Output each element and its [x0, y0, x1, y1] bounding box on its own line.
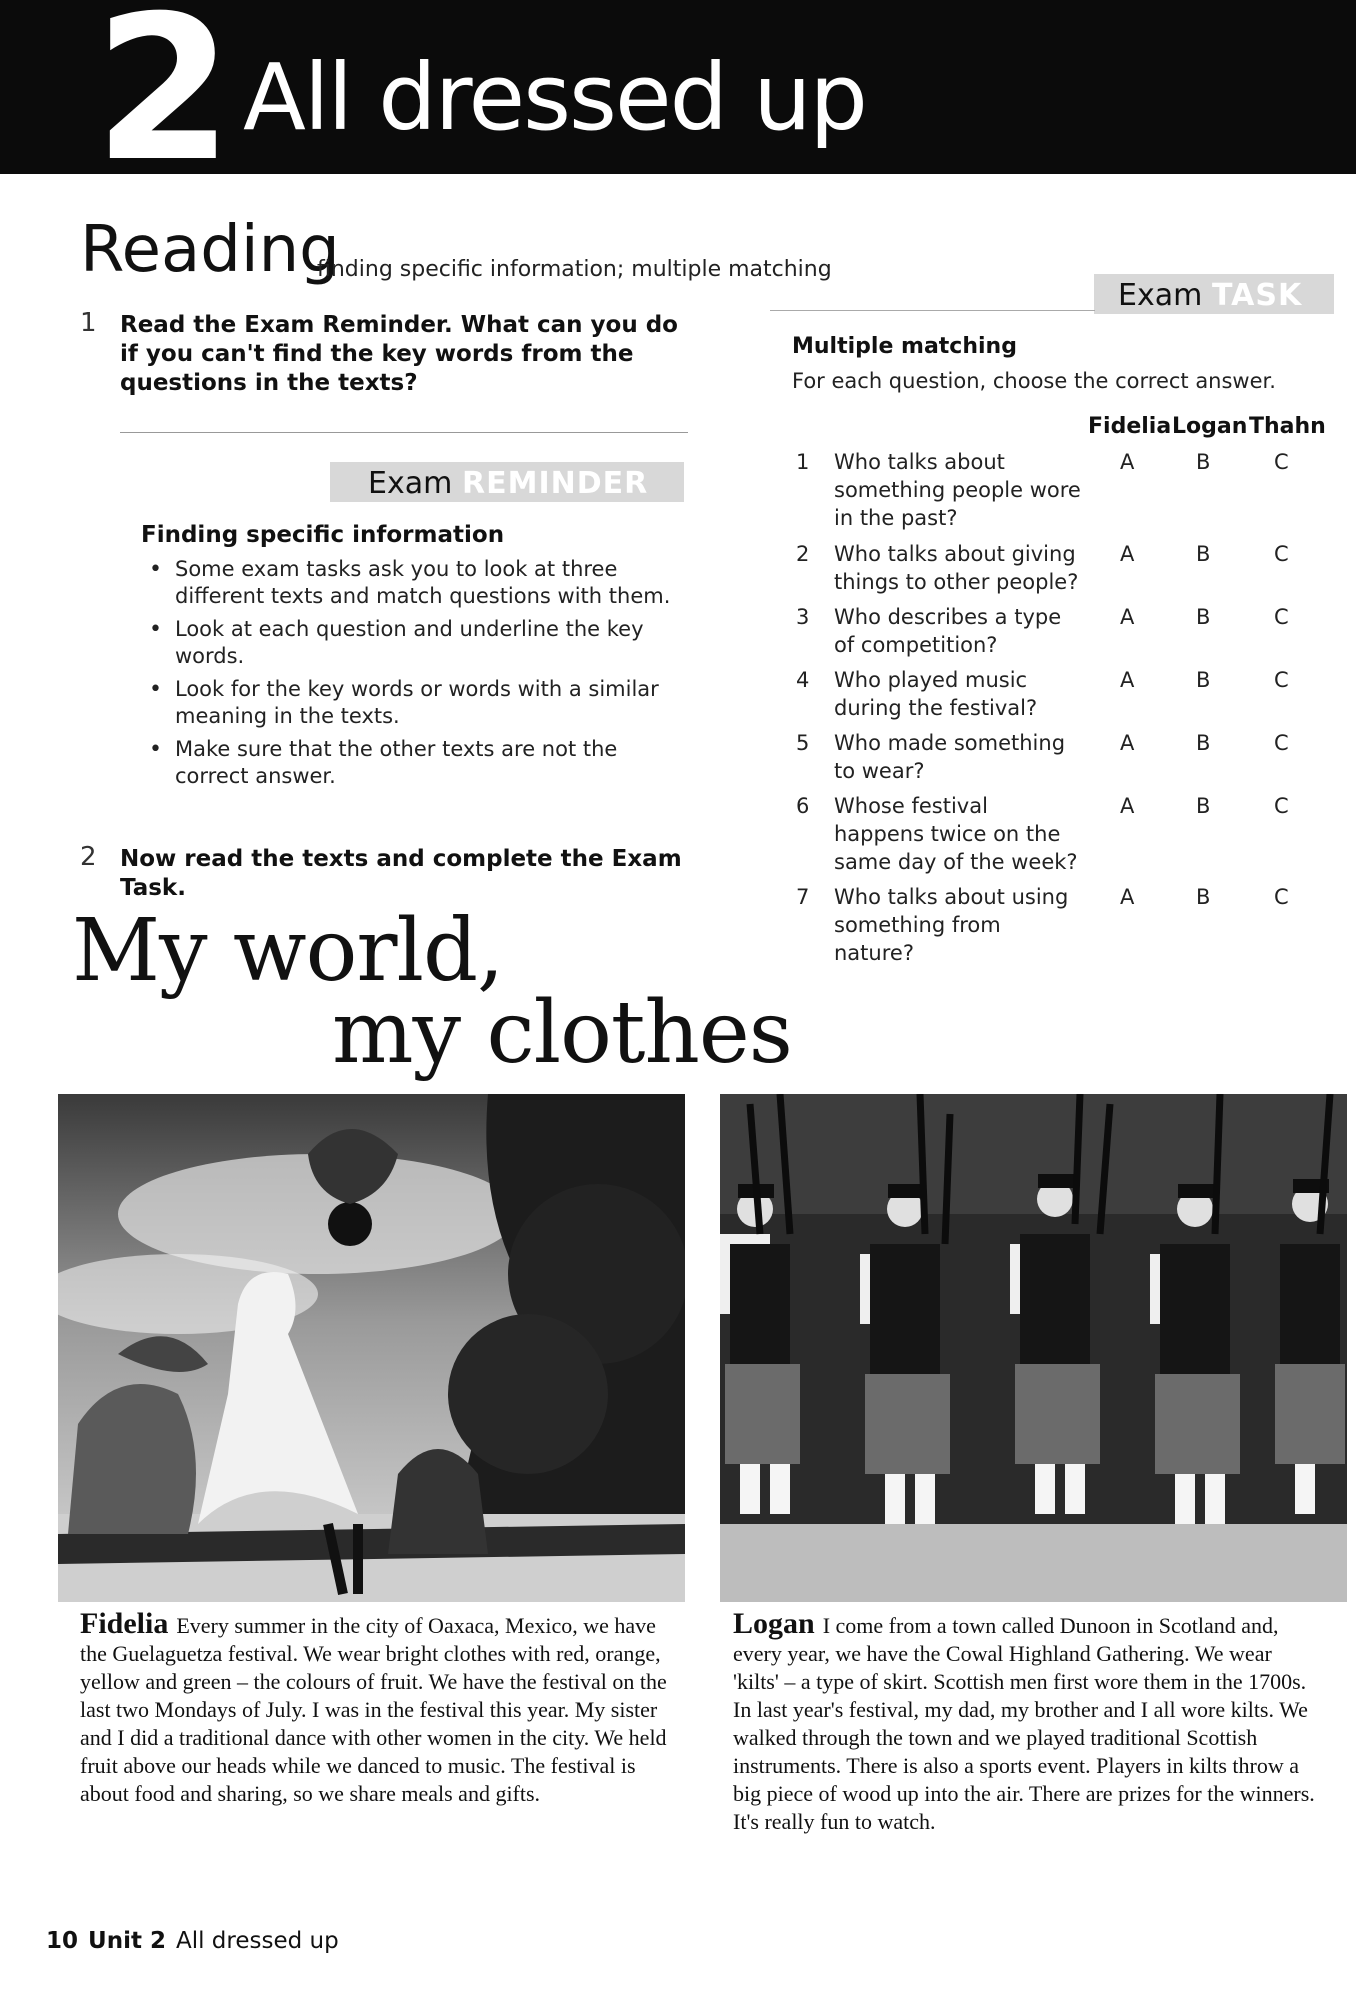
column-header-logan: Logan — [1172, 414, 1248, 439]
divider — [770, 310, 1095, 311]
answer-option-b[interactable]: B — [1196, 794, 1211, 818]
exam-reminder-banner — [330, 462, 684, 502]
pipe-band-image — [720, 1094, 1347, 1602]
answer-option-c[interactable]: C — [1274, 885, 1289, 909]
question-2-number: 2 — [80, 842, 97, 872]
task-question-text: Who talks about using something from nature? — [834, 885, 1069, 965]
banner-word-exam: Exam — [1118, 278, 1203, 313]
task-question-number: 5 — [796, 731, 810, 755]
exam-task-banner — [1094, 274, 1334, 314]
section-subtitle: finding specific information; multiple matching — [317, 257, 832, 282]
answer-option-c[interactable]: C — [1274, 668, 1289, 692]
story-text: I come from a town called Dunoon in Scotland and, every year, we have the Cowal Highland Gathering. We wear 'kilts' – a type of skirt. Scottish men first wore them in the 1700s. In last year's festival, my dad, my brother and I all wore kilts. We walked through the town and we played traditional Scottish instruments. There is also a sports event. Players in kilts throw a big piece of wood up into the air. There are prizes for the winners. It's really fun to watch. — [733, 1613, 1315, 1834]
section-title: Reading — [80, 213, 340, 287]
reminder-bullet: • Some exam tasks ask you to look at three different texts and match questions with them. — [141, 556, 681, 610]
task-question-text: Who played music during the festival? — [834, 668, 1038, 720]
story-logan — [733, 1607, 1323, 1836]
task-question-number: 4 — [796, 668, 810, 692]
question-1-number: 1 — [80, 308, 97, 338]
festival-dancers-image — [58, 1094, 685, 1602]
task-heading: Multiple matching — [792, 334, 1017, 359]
page-number: 10 — [46, 1928, 79, 1954]
pipe-band-photo — [720, 1094, 1347, 1602]
answer-option-a[interactable]: A — [1120, 542, 1135, 566]
story-name: Fidelia — [80, 1607, 169, 1640]
reminder-bullet: • Look for the key words or words with a similar meaning in the texts. — [141, 676, 681, 730]
unit-number: 2 — [94, 0, 228, 206]
task-question-text: Who talks about giving things to other people? — [834, 542, 1079, 594]
task-question-text: Who describes a type of competition? — [834, 605, 1062, 657]
question-2-text: Now read the texts and complete the Exam Task. — [120, 846, 682, 901]
task-question-text: Who talks about something people wore in the past? — [834, 450, 1081, 530]
page-footer — [46, 1928, 339, 1954]
footer-unit: Unit 2 — [88, 1928, 166, 1954]
task-question-number: 7 — [796, 885, 810, 909]
article-title-line-1: My world, — [72, 901, 504, 1001]
answer-option-c[interactable]: C — [1274, 542, 1289, 566]
answer-option-c[interactable]: C — [1274, 605, 1289, 629]
column-header-fidelia: Fidelia — [1088, 414, 1172, 439]
answer-option-a[interactable]: A — [1120, 885, 1135, 909]
story-text: Every summer in the city of Oaxaca, Mexico, we have the Guelaguetza festival. We wear bright clothes with red, orange, yellow and green – the colours of fruit. We have the festival on the last two Mondays of July. I was in the festival this year. My sister and I did a traditional dance with other women in the city. We held fruit above our heads while we danced to music. The festival is about food and sharing, so we share meals and gifts. — [80, 1613, 667, 1806]
task-question-number: 6 — [796, 794, 810, 818]
answer-option-b[interactable]: B — [1196, 885, 1211, 909]
question-1-text: Read the Exam Reminder. What can you do if you can't find the key words from the questions in the texts? — [120, 312, 678, 396]
reminder-bullet: • Look at each question and underline the key words. — [141, 616, 681, 670]
answer-option-a[interactable]: A — [1120, 668, 1135, 692]
footer-title: All dressed up — [175, 1928, 339, 1954]
answer-option-c[interactable]: C — [1274, 450, 1289, 474]
answer-option-a[interactable]: A — [1120, 731, 1135, 755]
banner-word-exam: Exam — [368, 466, 453, 501]
answer-option-c[interactable]: C — [1274, 731, 1289, 755]
banner-word-task: TASK — [1212, 278, 1303, 313]
answer-option-b[interactable]: B — [1196, 542, 1211, 566]
festival-dancers-photo — [58, 1094, 685, 1602]
answer-option-a[interactable]: A — [1120, 450, 1135, 474]
answer-option-a[interactable]: A — [1120, 605, 1135, 629]
reminder-bullet: • Make sure that the other texts are not the correct answer. — [141, 736, 681, 790]
answer-option-c[interactable]: C — [1274, 794, 1289, 818]
reminder-heading: Finding specific information — [141, 522, 505, 548]
answer-option-b[interactable]: B — [1196, 450, 1211, 474]
banner-word-reminder: REMINDER — [462, 466, 649, 501]
reminder-list — [141, 556, 681, 796]
answer-option-b[interactable]: B — [1196, 731, 1211, 755]
task-question-text: Whose festival happens twice on the same day of the week? — [834, 794, 1078, 874]
task-instruction: For each question, choose the correct answer. — [792, 369, 1276, 393]
task-question-number: 1 — [796, 450, 810, 474]
answer-option-a[interactable]: A — [1120, 794, 1135, 818]
divider — [120, 432, 688, 433]
answer-option-b[interactable]: B — [1196, 605, 1211, 629]
unit-title: All dressed up — [243, 44, 866, 151]
task-question-number: 3 — [796, 605, 810, 629]
answer-option-b[interactable]: B — [1196, 668, 1211, 692]
column-header-thahn: Thahn — [1249, 414, 1326, 439]
story-fidelia — [80, 1607, 670, 1808]
article-title-line-2: my clothes — [332, 983, 792, 1083]
task-question-number: 2 — [796, 542, 810, 566]
task-question-text: Who made something to wear? — [834, 731, 1066, 783]
story-name: Logan — [733, 1607, 815, 1640]
